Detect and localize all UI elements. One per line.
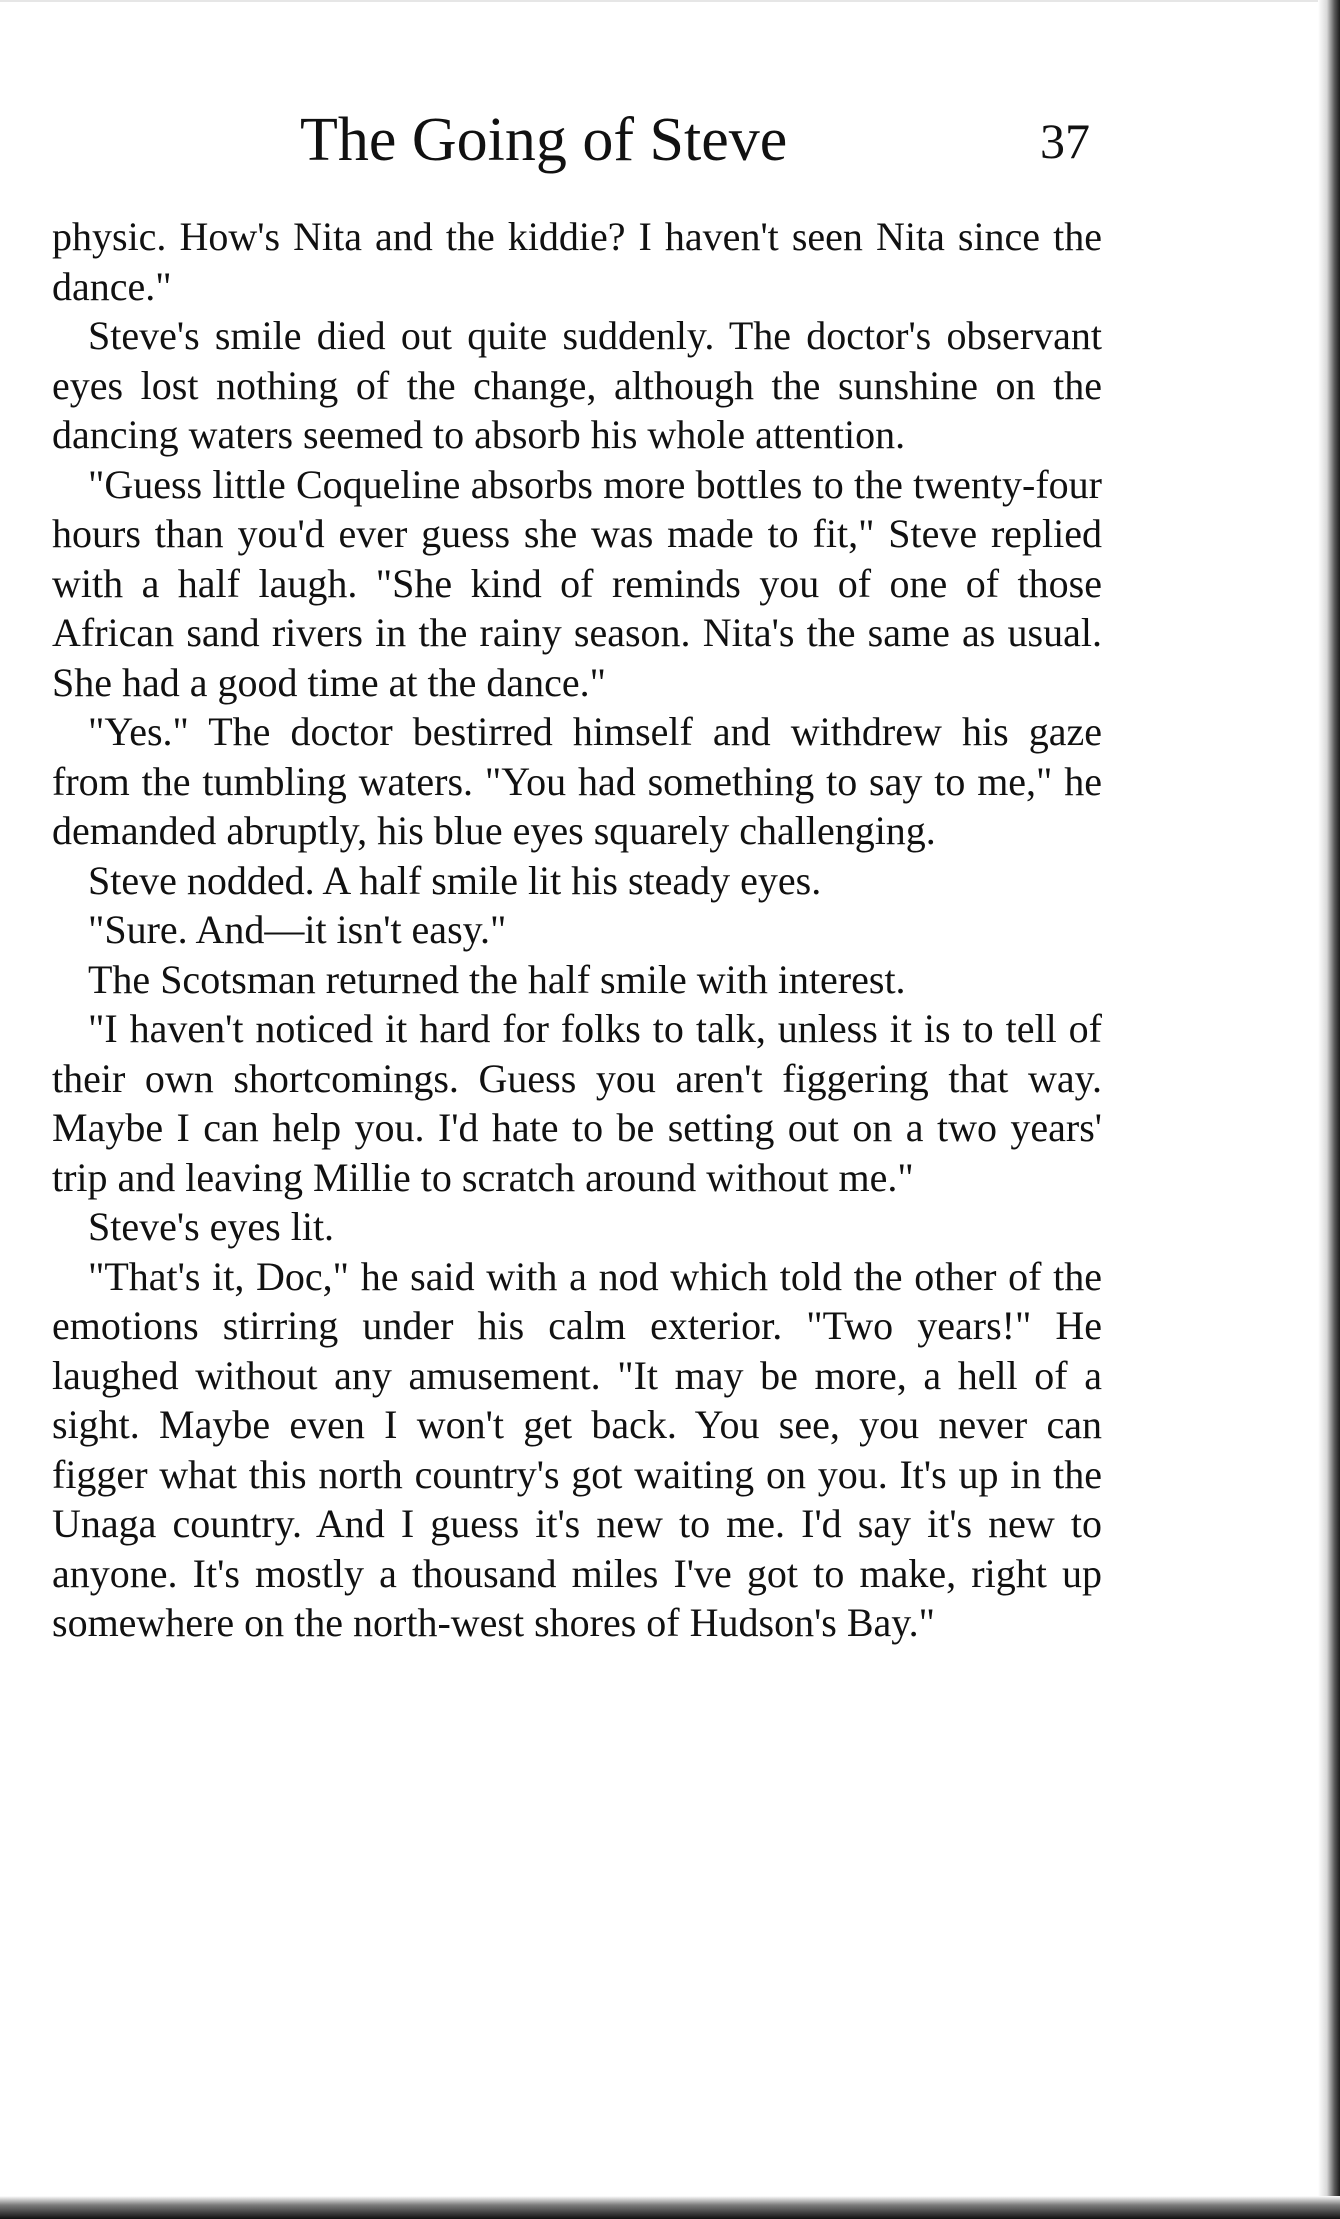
page-number: 37 [1040, 113, 1090, 169]
body-text [52, 212, 1102, 1648]
paragraph: "I haven't noticed it hard for folks to talk, unless it is to tell of their own shortcomings. Guess you aren't figgering that way. Maybe I can help you. I'd hate to be setting out on a two years' trip and leaving Millie to scratch around without me." [52, 1006, 1102, 1200]
page-right-edge [1318, 0, 1340, 2219]
paragraph: The Scotsman returned the half smile with interest. [88, 956, 906, 1002]
paragraph: Steve nodded. A half smile lit his steady eyes. [88, 857, 822, 903]
paragraph: "Guess little Coqueline absorbs more bottles to the twenty-four hours than you'd ever guess she was made to fit," Steve replied with a half laugh. "She kind of reminds you of one of those African sand rivers in the rainy season. Nita's the same as usual. She had a good time at the dance." [52, 461, 1102, 705]
page-bottom-edge [0, 2196, 1340, 2219]
paragraph: Steve's eyes lit. [88, 1204, 335, 1249]
paragraph: "That's it, Doc," he said with a nod which told the other of the emotions stirring under his calm exterior. "Two years!" He laughed without any amusement. "It may be more, a hell of a sight. Maybe even I won't get back. You see, you never can figger what this north country's got waiting on you. It's up in the Unaga country. And I guess it's new to me. I'd say it's new to anyone. It's mostly a thousand miles I've got to make, right up somewhere on the north-west shores of Hudson's Bay." [52, 1253, 1102, 1645]
paragraph: "Yes." The doctor bestirred himself and withdrew his gaze from the tumbling waters. "You had something to say to me," he demanded abruptly, his blue eyes squarely challenging. [52, 709, 1102, 853]
page-top-edge [0, 0, 1340, 2]
running-title: The Going of Steve [300, 106, 788, 174]
paragraph: physic. How's Nita and the kiddie? I haven't seen Nita since the dance." [52, 214, 1102, 309]
running-head [0, 100, 1100, 180]
paragraph: Steve's smile died out quite suddenly. The doctor's observant eyes lost nothing of the change, although the sunshine on the dancing waters seemed to absorb his whole attention. [52, 313, 1102, 457]
paragraph: "Sure. And—it isn't easy." [88, 907, 507, 952]
